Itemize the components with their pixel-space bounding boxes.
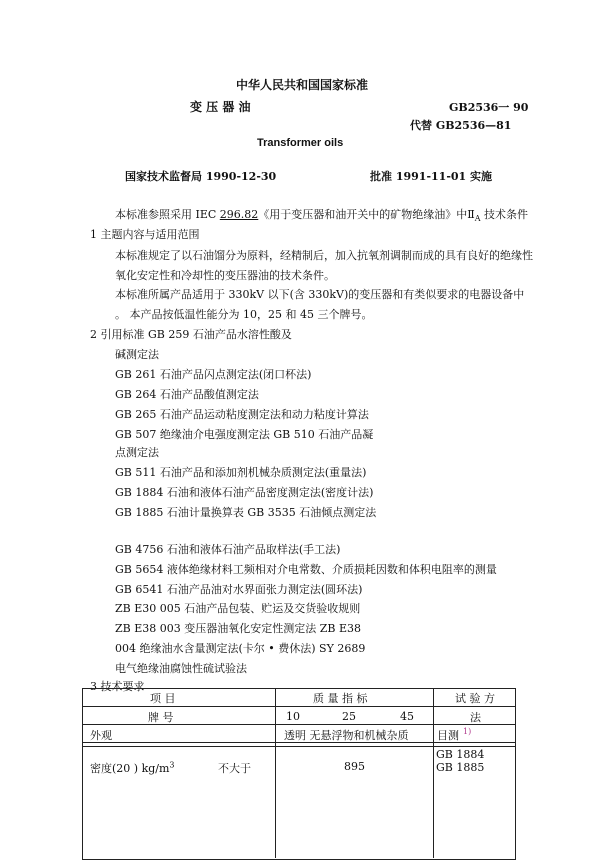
row-method: GB 1885	[436, 761, 485, 774]
row-value: 透明 无悬浮物和机械杂质	[284, 729, 409, 742]
reference-item: ZB E30 005 石油产品包装、贮运及交货验收规则	[115, 602, 361, 615]
reference-item: 碱测定法	[115, 348, 159, 361]
grade-value: 45	[400, 710, 414, 723]
header-grade: 牌 号	[148, 711, 174, 724]
footnote-marker: 1)	[463, 727, 472, 736]
reference-item: GB 4756 石油和液体石油产品取样法(手工法)	[115, 543, 341, 556]
class-sub: A	[474, 214, 481, 224]
section-1-p1-line2: 氧化安定性和冷却性的变压器油的技术条件。	[115, 269, 335, 282]
document-name: 变 压 器 油	[190, 100, 251, 114]
issuing-authority: 国家技术监督局 1990-12-30	[125, 170, 277, 183]
intro-prefix: 本标准参照采用 IEC	[115, 208, 220, 221]
section-1-p2-line1: 本标准所属产品适用于 330kV 以下(含 330kV)的变压器和有类似要求的电器设备中	[115, 288, 525, 301]
reference-item: GB 1885 石油计量换算表 GB 3535 石油倾点测定法	[115, 506, 377, 519]
table-rule	[275, 688, 276, 858]
grade-value: 25	[342, 710, 356, 723]
density-unit-exponent: 3	[169, 760, 175, 770]
section-3-title: 3 技术要求	[90, 680, 145, 693]
row-method-text: 目测	[437, 729, 459, 742]
reference-item: GB 261 石油产品闪点测定法(闭口杯法)	[115, 368, 312, 381]
header-method: 试 验 方	[455, 692, 495, 705]
row-method	[437, 727, 471, 743]
header-quality: 质 量 指 标	[313, 692, 368, 705]
table-rule	[82, 724, 515, 725]
reference-item: 点测定法	[115, 446, 159, 459]
header-method-cont: 法	[470, 711, 481, 724]
reference-item: GB 264 石油产品酸值测定法	[115, 388, 259, 401]
intro-suffix: 《用于变压器和油开关中的矿物绝缘油》中	[258, 208, 468, 221]
intro-tail: 技术条件	[480, 208, 529, 221]
reference-item: ZB E38 003 变压器油氧化安定性测定法 ZB E38	[115, 622, 361, 635]
iec-number: 296.82	[219, 208, 259, 221]
reference-item: GB 5654 液体绝缘材料工频相对介电常数、介质损耗因数和体积电阻率的测量	[115, 563, 497, 576]
section-1-p1-line1: 本标准规定了以石油馏分为原料，经精制后，加入抗氧剂调制而成的具有良好的绝缘性	[115, 249, 533, 262]
reference-item: GB 1884 石油和液体石油产品密度测定法(密度计法)	[115, 486, 374, 499]
section-1-title: 1 主题内容与适用范围	[90, 228, 200, 241]
reference-item: GB 511 石油产品和添加剂机械杂质测定法(重量法)	[115, 466, 367, 479]
row-limit: 不大于	[218, 762, 251, 775]
table-rule	[433, 688, 434, 858]
section-2-title: 2 引用标准 GB 259 石油产品水溶性酸及	[90, 328, 292, 341]
reference-item: GB 6541 石油产品油对水界面张力测定法(圆环法)	[115, 583, 363, 596]
table-rule	[82, 746, 515, 747]
reference-item: 004 绝缘油水含量测定法(卡尔 • 费休法) SY 2689	[115, 642, 366, 655]
standard-number: GB2536一 90	[449, 101, 529, 114]
header-item: 项 目	[150, 692, 176, 705]
row-item	[90, 760, 175, 776]
table-rule	[82, 706, 515, 707]
row-method: GB 1884	[436, 748, 485, 761]
national-standard-title: 中华人民共和国国家标准	[236, 78, 369, 92]
intro-paragraph	[115, 206, 528, 223]
section-1-p2-line2: 。 本产品按低温性能分为 10，25 和 45 三个牌号。	[115, 308, 373, 321]
class-main: Ⅱ	[467, 208, 475, 221]
english-title: Transformer oils	[257, 137, 344, 149]
row-value: 895	[344, 760, 365, 773]
approval-date: 批准 1991-11-01 实施	[370, 170, 493, 183]
density-label: 密度(20 ) kg/m	[90, 762, 170, 775]
grade-value: 10	[286, 710, 300, 723]
reference-item: GB 265 石油产品运动粘度测定法和动力粘度计算法	[115, 408, 369, 421]
replaced-standard: 代替 GB2536—81	[410, 119, 512, 132]
row-item: 外观	[90, 729, 112, 742]
reference-item: GB 507 绝缘油介电强度测定法 GB 510 石油产品凝	[115, 428, 374, 441]
reference-item: 电气绝缘油腐蚀性硫试验法	[115, 662, 247, 675]
